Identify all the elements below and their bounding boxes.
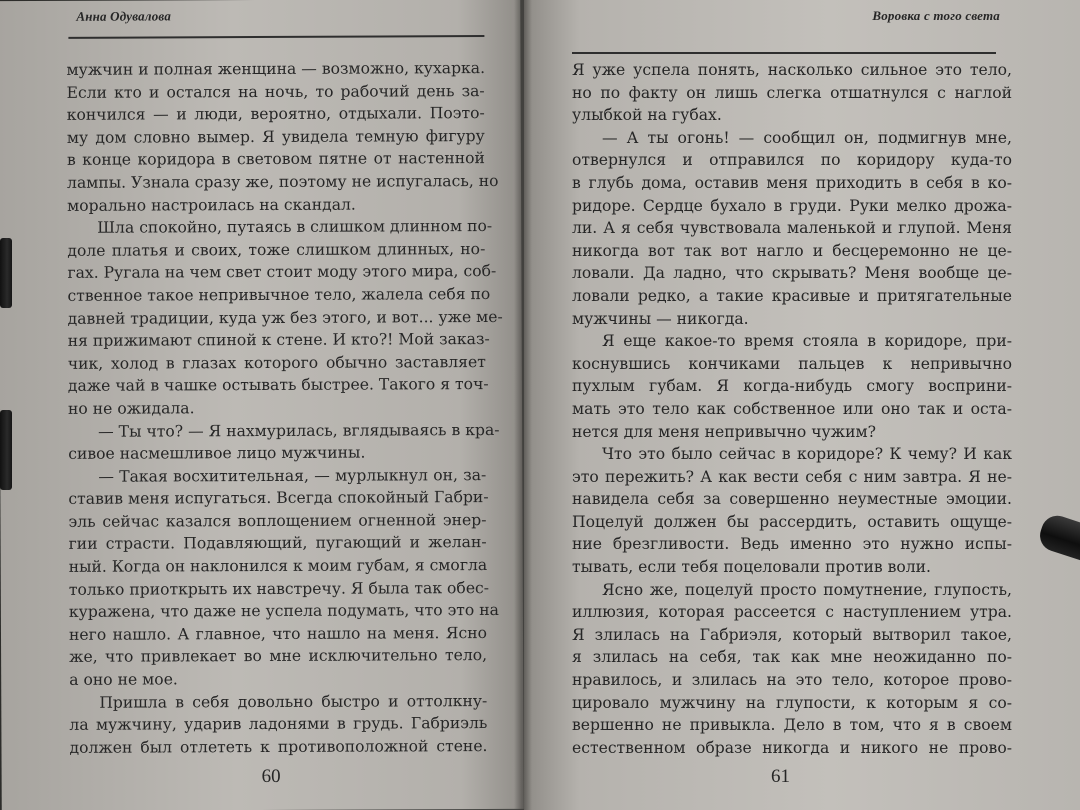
text-line: Я еще какое-то время стояла в коридоре, при- (602, 332, 1012, 351)
text-line: ный. Когда он наклонился к моим губам, я смогла (68, 556, 488, 576)
text-line: мужчины — никогда. (572, 309, 749, 328)
left-page (0, 0, 524, 810)
text-line: Шла спокойно, путаясь в слишком длинном по- (97, 217, 493, 237)
text-line: Если кто и остался на ночь, то рабочий день за- (66, 81, 485, 102)
right-page-number: 61 (771, 766, 790, 787)
text-line: кончился — и люди, вероятно, отдыхали. Поэто- (66, 104, 485, 125)
text-line: нется для меня непривычно чужим? (572, 422, 876, 441)
text-line: ня прижимают спиной к стене. И кто?! Мой заказ- (67, 330, 490, 350)
text-line: должен был отлететь к противоположной стене. (69, 736, 488, 757)
text-line: иллюзия, которая рассеется с наступлением утра. (572, 603, 1012, 622)
text-line: ставив меня испугаться. Всегда спокойный Габри- (68, 488, 489, 509)
text-line: пухлым губам. Я когда-нибудь смогу восприни- (572, 377, 1012, 396)
text-line: Я злилась на Габриэля, который вытворил такое, (572, 625, 1012, 644)
text-line: лампы. Узнала сразу же, поэтому не испугалась, но (66, 171, 499, 192)
text-line: улыбкой на губах. (572, 106, 722, 125)
text-line: но по факту он лишь слегка отшатнулся с наглой (572, 83, 1012, 102)
text-line: чик, холод в глазах которого обычно заставляет (67, 352, 486, 373)
text-line: только приоткрыть их навстречу. Я была так обес- (68, 578, 490, 599)
right-header-rule (572, 52, 996, 54)
text-line: это пережить? А как вести себя с ним завтра. Я не- (572, 467, 1012, 486)
text-line: эль сейчас казался воплощением огненной энер- (68, 510, 487, 531)
text-line: Ясно же, поцелуй просто помутнение, глупость, (602, 580, 1012, 599)
left-text-block (66, 57, 503, 759)
text-line: — Такая восхитительная, — мурлыкнул он, за- (98, 465, 487, 486)
text-line: в глубь дома, оставив меня приходить в себя в ко- (572, 173, 1012, 192)
text-line: Что это было сейчас в коридоре? К чему? И как (602, 445, 1012, 464)
text-line: естественном образе никогда и никого не прово- (572, 738, 1012, 757)
text-line: Поцелуй должен бы рассердить, оставить ощуще- (572, 512, 1012, 531)
text-line: даже чай в чашке остывать быстрее. Такого я точ- (67, 375, 489, 396)
text-line: нравилось, и злилась на это тело, которое прово- (572, 671, 1012, 690)
text-line: мужчин и полная женщина — возможно, кухарка. (66, 59, 486, 79)
text-line: цировало мужчину на глупости, к которым я со- (572, 693, 1012, 712)
binder-clip (0, 410, 12, 490)
right-page (524, 0, 1080, 810)
text-line: отвернулся и отправился по коридору куда-то (572, 151, 1012, 170)
text-line: мать это тело как собственное или оно так и оста- (572, 399, 1012, 418)
left-running-head: Анна Одувалова (76, 8, 172, 24)
text-line: — А ты огонь! — сообщил он, подмигнув мне, (602, 128, 1012, 147)
text-line: куражена, что даже не успела подумать, что это на (68, 601, 499, 622)
text-line: но не ожидала. (67, 399, 195, 418)
left-header-rule (68, 35, 484, 38)
text-line: — Ты что? — Я нахмурилась, вглядываясь в кра- (98, 420, 500, 441)
text-line: в конце коридора в световом пятне от настенной (66, 149, 485, 170)
text-line: ние брезгливости. Ведь именно это нужно испы- (572, 535, 1012, 554)
text-line: ственное такое непривычное тело, жалела себя по (67, 284, 491, 305)
text-line: ловали редко, а такие красивые и притягательные (572, 286, 1012, 305)
text-line: доле платья и своих, тоже слишком длинных, но- (67, 239, 486, 260)
text-line: вершенно не привыкла. Дело в том, что я в своем (572, 716, 1012, 735)
right-text-block (572, 59, 1012, 759)
text-line: никогда вот так вот нагло и бесцеремонно не це- (572, 241, 1012, 260)
right-running-head: Воровка с того света (872, 8, 1000, 23)
text-line: гах. Ругала на чем свет стоит моду этого мира, соб- (67, 262, 497, 283)
text-line: сивое насмешливое лицо мужчины. (68, 443, 366, 463)
text-line: Пришла в себя довольно быстро и оттолкну- (99, 691, 488, 712)
text-line: же, что привлекает во мне исключительно тело, (69, 646, 488, 667)
text-line: а оно не мое. (69, 670, 178, 689)
text-line: ридоре. Сердце бухало в груди. Руки мелко дрожа- (572, 196, 1012, 215)
text-line: я злилась на себя, так как мне неожиданно по- (572, 648, 1012, 667)
text-line: него нашло. А главное, что нашло на меня. Ясно (68, 623, 488, 644)
text-line: ловали. Да ладно, что скрывать? Меня вообще це- (572, 264, 1012, 283)
text-line: давней традиции, куда уж без этого, и вот... уже ме- (67, 307, 503, 328)
text-line: коснувшись кончиками пальцев к непривычно (572, 354, 1012, 373)
text-line: тывать, если тебя поцеловали против воли. (572, 558, 932, 577)
text-line: морально настроилась на скандал. (67, 195, 356, 215)
text-line: гии страсти. Подавляющий, пугающий и желан- (68, 533, 487, 554)
text-line: ли. А я себя чувствовала маленькой и глупой. Меня (572, 219, 1012, 238)
text-line: навидела себя за совершенно неуместные эмоции. (572, 490, 1012, 509)
left-page-number: 60 (261, 765, 281, 788)
binder-clip (0, 238, 12, 308)
text-line: му дом словно вымер. Я увидела темную фигуру (66, 126, 485, 147)
text-line: ла мужчину, ударив ладонями в грудь. Габриэль (69, 714, 488, 735)
text-line: Я уже успела понять, насколько сильное это тело, (572, 61, 1012, 79)
